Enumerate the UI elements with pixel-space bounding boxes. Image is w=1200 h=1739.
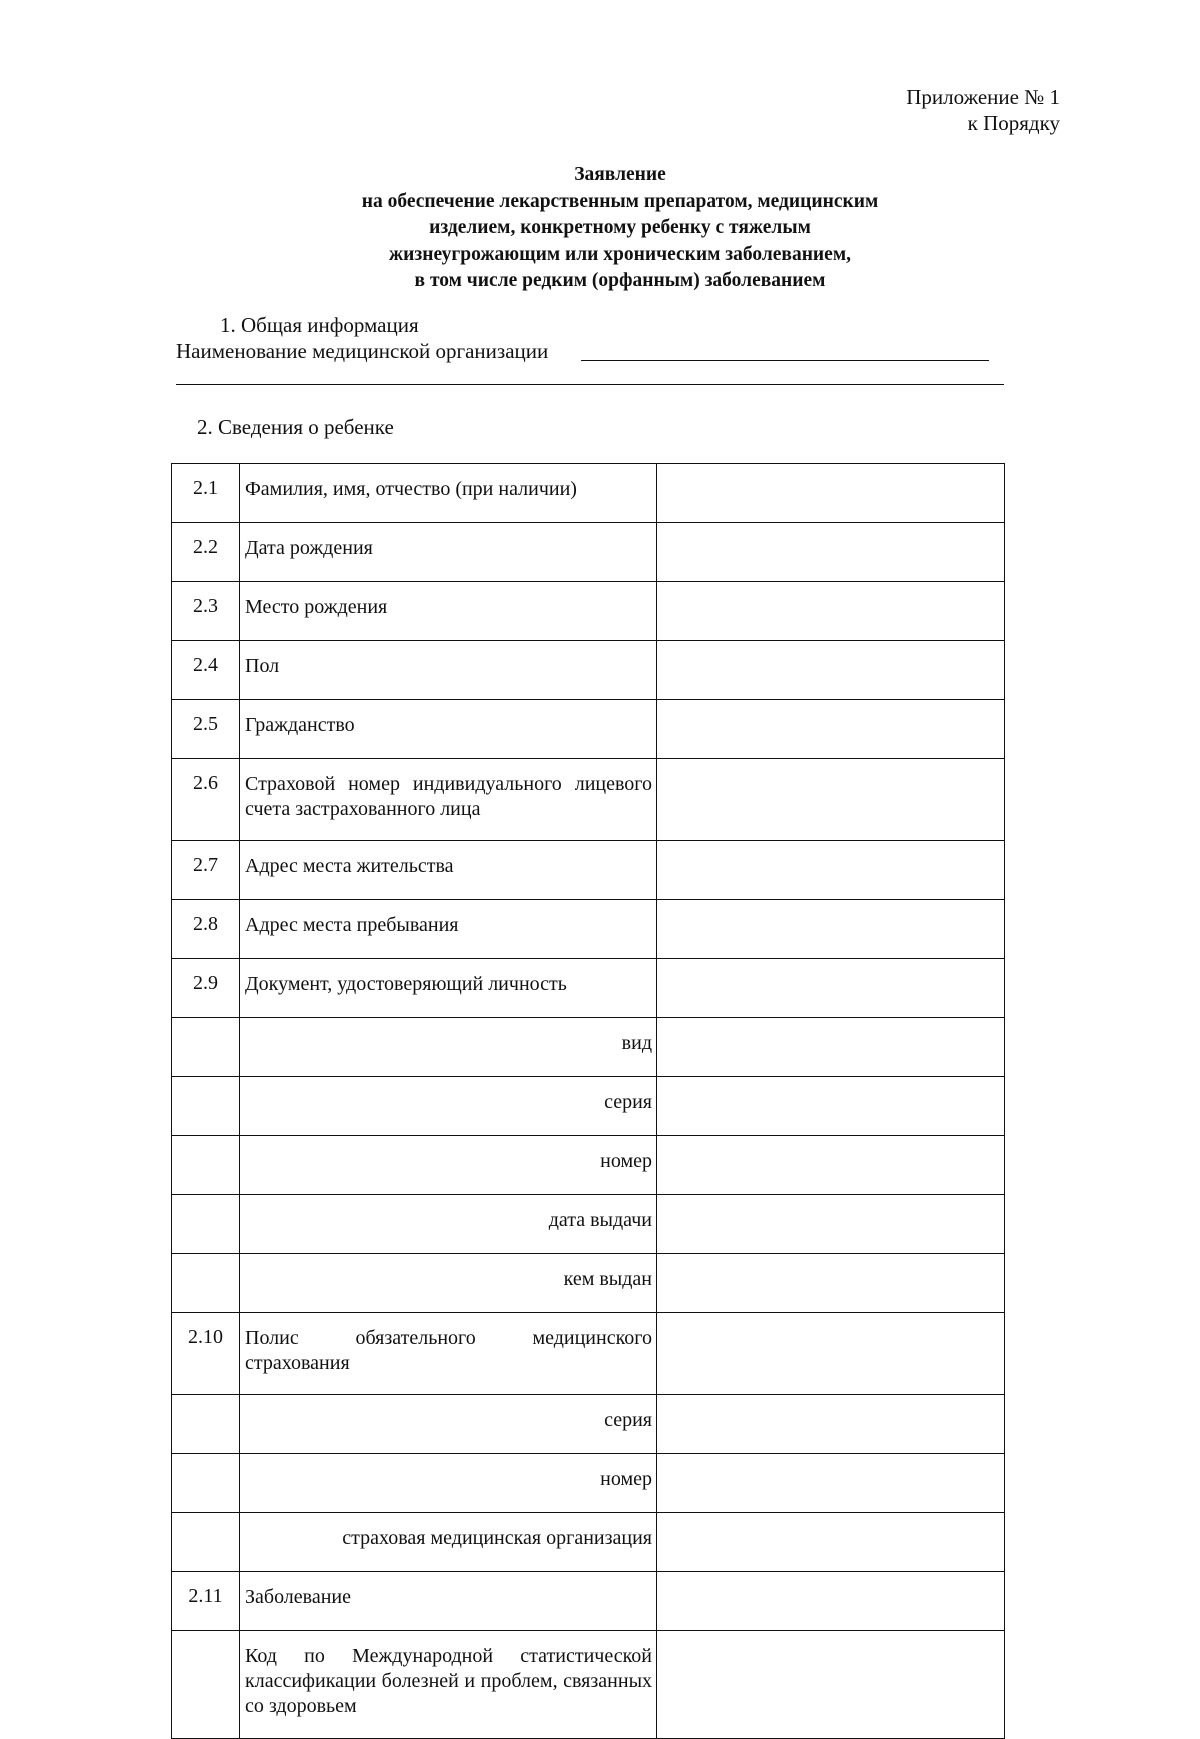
row-label: номер xyxy=(240,1136,657,1195)
row-value-field[interactable] xyxy=(657,523,1005,582)
row-label: вид xyxy=(240,1018,657,1077)
row-number: 2.4 xyxy=(172,641,240,700)
row-label: серия xyxy=(240,1395,657,1454)
row-label: Фамилия, имя, отчество (при наличии) xyxy=(240,464,657,523)
row-label: Дата рождения xyxy=(240,523,657,582)
table-row xyxy=(172,1136,1005,1195)
row-label: дата выдачи xyxy=(240,1195,657,1254)
row-label: кем выдан xyxy=(240,1254,657,1313)
title-line-3: изделием, конкретному ребенку с тяжелым xyxy=(429,217,811,238)
row-value-field[interactable] xyxy=(657,1454,1005,1513)
row-label: номер xyxy=(240,1454,657,1513)
row-label: Полис обязательного медицинского страхования xyxy=(240,1313,657,1395)
row-number: 2.10 xyxy=(172,1313,240,1395)
table-row xyxy=(172,1018,1005,1077)
table-row xyxy=(172,700,1005,759)
row-number xyxy=(172,1136,240,1195)
table-row xyxy=(172,641,1005,700)
table-row xyxy=(172,1513,1005,1572)
row-value-field[interactable] xyxy=(657,582,1005,641)
section-2-heading: 2. Сведения о ребенке xyxy=(197,415,394,439)
title-line-2: на обеспечение лекарственным препаратом, медицинским xyxy=(361,190,879,212)
row-number xyxy=(172,1077,240,1136)
row-number: 2.11 xyxy=(172,1572,240,1631)
row-value-field[interactable] xyxy=(657,1018,1005,1077)
row-number xyxy=(172,1018,240,1077)
row-number xyxy=(172,1513,240,1572)
table-row xyxy=(172,841,1005,900)
row-value-field[interactable] xyxy=(657,1313,1005,1395)
title-line-1: Заявление xyxy=(574,164,666,185)
table-row xyxy=(172,464,1005,523)
table-row xyxy=(172,1254,1005,1313)
row-value-field[interactable] xyxy=(657,1395,1005,1454)
row-number: 2.6 xyxy=(172,759,240,841)
table-row xyxy=(172,759,1005,841)
section-1-heading: 1. Общая информация xyxy=(220,313,419,337)
appendix-reference xyxy=(906,84,1060,136)
table-row xyxy=(172,1077,1005,1136)
row-label: Страховой номер индивидуального лицевого счета застрахованного лица xyxy=(240,759,657,841)
row-value-field[interactable] xyxy=(657,464,1005,523)
table-row xyxy=(172,1454,1005,1513)
row-label: Пол xyxy=(240,641,657,700)
row-label: Гражданство xyxy=(240,700,657,759)
row-value-field[interactable] xyxy=(657,841,1005,900)
row-value-field[interactable] xyxy=(657,959,1005,1018)
row-label: страховая медицинская организация xyxy=(240,1513,657,1572)
row-value-field[interactable] xyxy=(657,641,1005,700)
table-row xyxy=(172,959,1005,1018)
appendix-to-order: к Порядку xyxy=(967,111,1060,135)
child-info-table xyxy=(171,463,1005,1739)
row-value-field[interactable] xyxy=(657,1136,1005,1195)
table-row xyxy=(172,1395,1005,1454)
table-row xyxy=(172,582,1005,641)
row-value-field[interactable] xyxy=(657,1572,1005,1631)
appendix-number: Приложение № 1 xyxy=(906,85,1060,109)
table-row xyxy=(172,1313,1005,1395)
row-label: Место рождения xyxy=(240,582,657,641)
row-number xyxy=(172,1454,240,1513)
row-number xyxy=(172,1631,240,1739)
row-value-field[interactable] xyxy=(657,759,1005,841)
row-number: 2.9 xyxy=(172,959,240,1018)
organization-name-label: Наименование медицинской организации xyxy=(176,339,549,363)
row-label: Документ, удостоверяющий личность xyxy=(240,959,657,1018)
organization-name-field-continuation[interactable] xyxy=(176,384,1004,385)
row-value-field[interactable] xyxy=(657,1077,1005,1136)
row-number xyxy=(172,1254,240,1313)
row-label: Адрес места пребывания xyxy=(240,900,657,959)
title-line-4: жизнеугрожающим или хроническим заболеванием, xyxy=(389,243,851,265)
row-value-field[interactable] xyxy=(657,1513,1005,1572)
row-value-field[interactable] xyxy=(657,1254,1005,1313)
document-title xyxy=(0,162,1200,295)
title-line-5: в том числе редким (орфанным) заболеванием xyxy=(414,270,826,291)
row-number: 2.8 xyxy=(172,900,240,959)
row-number: 2.3 xyxy=(172,582,240,641)
table-row xyxy=(172,1631,1005,1739)
row-number: 2.1 xyxy=(172,464,240,523)
table-row xyxy=(172,900,1005,959)
row-label: Адрес места жительства xyxy=(240,841,657,900)
row-value-field[interactable] xyxy=(657,700,1005,759)
row-number xyxy=(172,1195,240,1254)
row-value-field[interactable] xyxy=(657,900,1005,959)
row-label: Код по Международной статистической классификации болезней и проблем, связанных со здоровьем xyxy=(240,1631,657,1739)
row-number: 2.7 xyxy=(172,841,240,900)
table-row xyxy=(172,1572,1005,1631)
table-row xyxy=(172,523,1005,582)
row-number: 2.5 xyxy=(172,700,240,759)
row-number xyxy=(172,1395,240,1454)
table-row xyxy=(172,1195,1005,1254)
row-number: 2.2 xyxy=(172,523,240,582)
row-value-field[interactable] xyxy=(657,1195,1005,1254)
row-value-field[interactable] xyxy=(657,1631,1005,1739)
row-label: серия xyxy=(240,1077,657,1136)
organization-name-field[interactable] xyxy=(581,360,989,361)
row-label: Заболевание xyxy=(240,1572,657,1631)
